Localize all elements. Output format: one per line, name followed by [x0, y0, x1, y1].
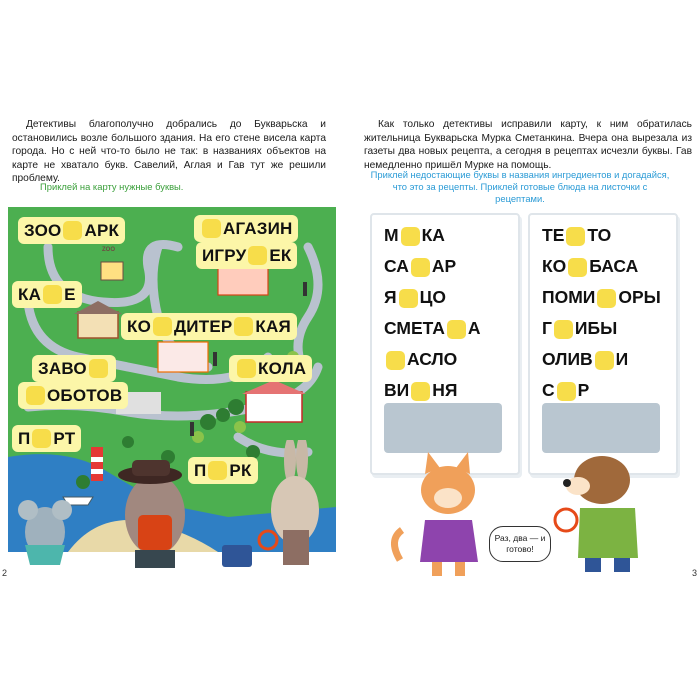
dog-with-hat-character [118, 460, 185, 568]
label-text: П [18, 428, 31, 448]
letter-slot[interactable] [248, 246, 267, 265]
ingredient-text: СА [384, 256, 409, 276]
instruction-right: Приклей недостающие буквы в названия ингредиентов и догадайся, что это за рецепты. Приклей готовые блюда на листочки с рецептами. [370, 169, 670, 204]
letter-slot[interactable] [411, 258, 430, 277]
ingredient-text: М [384, 225, 399, 245]
label-text: КО [127, 316, 151, 336]
label-text: АГАЗИН [223, 218, 293, 238]
letter-slot[interactable] [447, 320, 466, 339]
ingredient-row [384, 347, 457, 371]
letter-slot[interactable] [568, 258, 587, 277]
letter-slot[interactable] [399, 289, 418, 308]
story-paragraph-right: Как только детективы исправили карту, к ним обратилась жительница Букварьска Мурка Сметанкина. Вчера она вырезала из газеты два новых рецепта, а сегодня в рецептах исчезли буквы. Гав немедленно пришёл Мурке на помощь. [364, 119, 692, 171]
ingredient-text: ПОМИ [542, 287, 596, 307]
label-text: ИГРУ [202, 245, 247, 265]
ingredient-text: ОЛИВ [542, 349, 593, 369]
map-label-magazin [194, 215, 298, 242]
ingredient-text: ОРЫ [618, 287, 661, 307]
instruction-left: Приклей на карту нужные буквы. [40, 181, 184, 192]
letter-slot[interactable] [557, 382, 576, 401]
hare-character [271, 440, 319, 565]
ingredient-row [542, 347, 628, 371]
letter-slot[interactable] [234, 317, 253, 336]
ingredient-text: Я [384, 287, 397, 307]
label-text: ЕК [269, 245, 292, 265]
ingredient-text: АР [431, 256, 457, 276]
zoo-sign: ZOO [102, 247, 115, 253]
ingredient-text: НЯ [432, 380, 458, 400]
letter-slot[interactable] [566, 227, 585, 246]
ingredient-text: ИБЫ [574, 318, 618, 338]
label-text: ОБОТОВ [47, 385, 123, 405]
label-text: РК [229, 460, 252, 480]
label-text: ДИТЕР [174, 316, 233, 336]
map-label-konditerskaya [121, 313, 297, 340]
ingredient-text: Р [577, 380, 590, 400]
map-label-igrushek [196, 242, 297, 269]
ingredient-text: А [467, 318, 481, 338]
recipe-card-2 [528, 213, 678, 475]
ingredient-text: ВИ [384, 380, 410, 400]
letter-slot[interactable] [237, 359, 256, 378]
ingredient-row [384, 316, 481, 340]
story-paragraph-left: Детективы благополучно добрались до Букварьска и остановились возле большого здания. На его стене висела карта города. Но с ней что-то было не так: в названиях объектов на карте не хватало букв. Савелий, Аглая и Гав тут же решили проблему. [12, 119, 326, 184]
dish-sticker-area[interactable] [542, 403, 660, 453]
ingredient-text: ЦО [419, 287, 446, 307]
ingredient-text: Г [542, 318, 552, 338]
letter-slot[interactable] [401, 227, 420, 246]
detective-characters-left [0, 440, 350, 580]
label-text: АРК [84, 220, 120, 240]
map-label-shkola [229, 355, 312, 382]
ingredient-row [384, 254, 456, 278]
letter-slot[interactable] [411, 382, 430, 401]
letter-slot[interactable] [554, 320, 573, 339]
ingredient-text: БАСА [589, 256, 639, 276]
label-text: КОЛА [258, 358, 307, 378]
ingredient-text: СМЕТА [384, 318, 445, 338]
ingredient-row [542, 285, 661, 309]
letter-slot[interactable] [63, 221, 82, 240]
map-label-zoopark [18, 217, 125, 244]
ingredient-row [542, 378, 589, 402]
speech-bubble: Раз, два — и готово! [489, 526, 551, 562]
page-number-left: 2 [2, 568, 8, 578]
letter-slot[interactable] [153, 317, 172, 336]
label-text: РТ [53, 428, 76, 448]
ingredient-text: И [615, 349, 629, 369]
ingredient-text: ТЕ [542, 225, 565, 245]
ingredient-text: КА [421, 225, 445, 245]
dog-character [555, 456, 638, 572]
letter-slot[interactable] [43, 285, 62, 304]
letter-slot[interactable] [26, 386, 45, 405]
ingredient-row [384, 378, 457, 402]
letter-slot[interactable] [202, 219, 221, 238]
letter-slot[interactable] [386, 351, 405, 370]
ingredient-row [384, 285, 446, 309]
label-text: КАЯ [255, 316, 291, 336]
letter-slot[interactable] [89, 359, 108, 378]
suitcase-and-magnifier [222, 531, 277, 567]
label-text: П [194, 460, 207, 480]
ingredient-row [542, 223, 611, 247]
letter-slot[interactable] [595, 351, 614, 370]
label-text: ЗОО [24, 220, 62, 240]
label-text: КА [18, 284, 42, 304]
label-text: Е [64, 284, 76, 304]
ingredient-text: С [542, 380, 555, 400]
ingredient-text: АСЛО [407, 349, 458, 369]
letter-slot[interactable] [597, 289, 616, 308]
ingredient-text: КО [542, 256, 567, 276]
ingredient-row [542, 254, 638, 278]
map-label-kafe [12, 281, 82, 308]
page-number-right: 3 [692, 568, 698, 578]
mouse-character [18, 500, 72, 565]
ingredient-row [542, 316, 617, 340]
label-text: ЗАВО [38, 358, 87, 378]
dish-sticker-area[interactable] [384, 403, 502, 453]
map-label-robotov [18, 382, 128, 409]
map-label-zavod [32, 355, 116, 382]
recipe-card-1 [370, 213, 520, 475]
cat-character [394, 452, 478, 576]
ingredient-row [384, 223, 445, 247]
ingredient-text: ТО [587, 225, 612, 245]
